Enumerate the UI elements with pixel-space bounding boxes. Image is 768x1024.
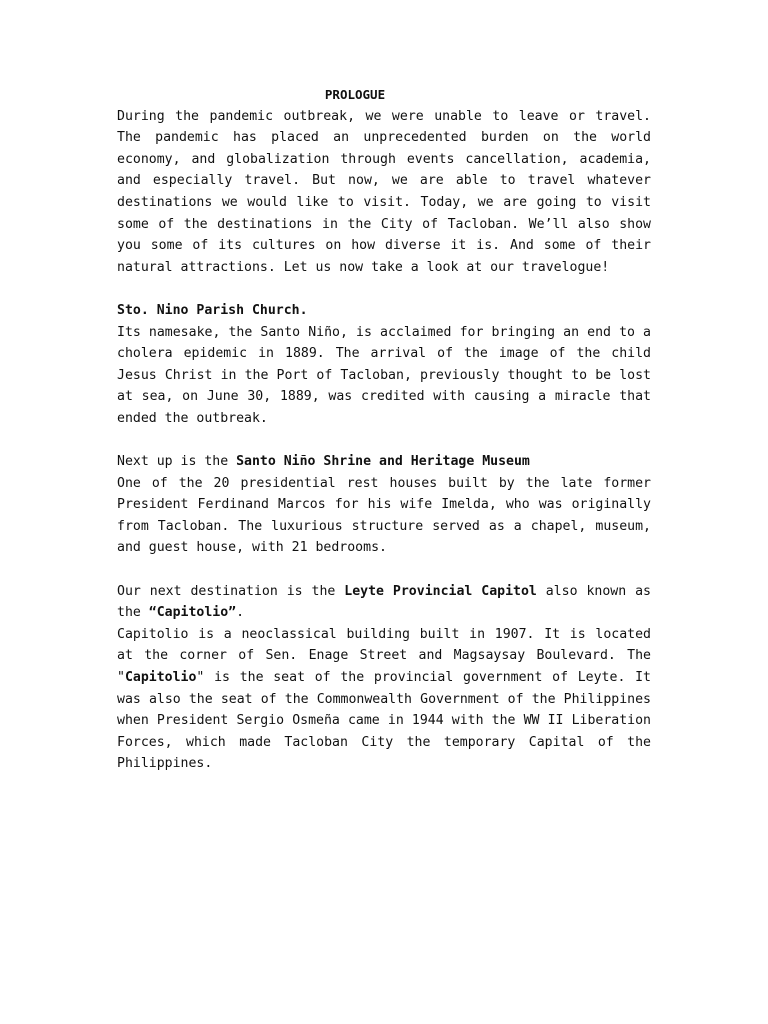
capitol-nickname: “Capitolio” [148,605,237,621]
capitol-end-text: . [236,605,245,621]
church-heading: Sto. Nino Parish Church. [117,302,308,318]
prologue-title: PROLOGUE [324,87,386,102]
shrine-lead-text: Next up is the [117,454,237,470]
shrine-paragraph: One of the 20 presidential rest houses built by the late former President Ferdinand Marcos for his wife Imelda, who was originally from Tacloban. The luxurious structure served as a chapel, museum, and guest house, with 21 bedrooms. [117,475,651,556]
section-sto-nino-church [117,300,651,430]
capitol-body-after: " is the seat of the provincial government of Leyte. It was also the seat of the Commonwealth Government of the Philippines when President Sergio Osmeña came in 1944 with the WW II Liberation Forces, which made Tacloban City the temporary Capital of the Philippines. [117,670,651,772]
section-heading [117,451,651,473]
document-page [117,84,651,775]
paragraph-gap [117,559,651,581]
section-heading [117,581,651,624]
section-shrine-museum [117,451,651,559]
capitol-mid-text: also known as the [117,583,651,621]
capitol-paragraph [117,624,651,775]
capitol-body-before: Capitolio is a neoclassical building built in 1907. It is located at the corner of Sen. Enage Street and Magsaysay Boulevard. The " [117,626,651,686]
paragraph-gap [117,430,651,452]
capitol-heading: Leyte Provincial Capitol [344,583,537,599]
paragraph-gap [117,278,651,300]
capitol-lead-text: Our next destination is the [117,583,345,599]
church-paragraph: Its namesake, the Santo Niño, is acclaimed for bringing an end to a cholera epidemic in 1889. The arrival of the image of the child Jesus Christ in the Port of Tacloban, previously thought to be lost at sea, on June 30, 1889, was credited with causing a miracle that ended the outbreak. [117,324,651,426]
section-heading [117,300,651,322]
shrine-heading: Santo Niño Shrine and Heritage Museum [236,454,530,470]
section-provincial-capitol [117,581,651,775]
capitol-body-bold: Capitolio [124,670,197,686]
intro-paragraph: During the pandemic outbreak, we were unable to leave or travel. The pandemic has placed an unprecedented burden on the world economy, and globalization through events cancellation, academia, and especially travel. But now, we are able to travel whatever destinations we would like to visit. Today, we are going to visit some of the destinations in the City of Tacloban. We’ll also show you some of its cultures on how diverse it is. And some of their natural attractions. Let us now take a look at our travelogue! [117,108,651,275]
